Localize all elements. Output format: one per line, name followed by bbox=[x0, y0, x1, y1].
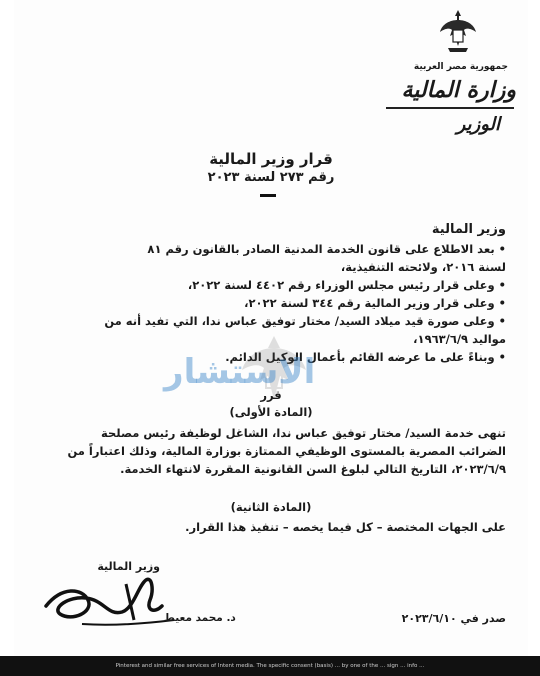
article1-line: تنهى خدمة السيد/ مختار توفيق عباس ندا، الشاغل لوظيفة رئيس مصلحة bbox=[101, 426, 506, 440]
government-name: جمهورية مصر العربية bbox=[413, 62, 508, 72]
decree-title: قرار وزير المالية bbox=[209, 150, 333, 168]
header-rule bbox=[386, 107, 514, 109]
minister-label: الوزير bbox=[456, 114, 500, 135]
article1-line: الضرائب المصرية بالمستوى الوظيفي الممتازة بوزارة المالية، وذلك اعتباراً من bbox=[67, 444, 506, 458]
preamble-line: • وبناءً على ما عرضه القائم بأعمال الوكيل الدائم. bbox=[225, 350, 506, 364]
title-divider bbox=[260, 194, 276, 197]
preamble-line: مواليد ١٩٦٣/٦/٩، bbox=[413, 332, 506, 346]
article1-title: (المادة الأولى) bbox=[229, 405, 313, 419]
decision-label: قرر bbox=[260, 388, 282, 402]
article2-title: (المادة الثانية) bbox=[230, 500, 312, 514]
watermark-text: الاستشار bbox=[164, 352, 316, 392]
decree-document bbox=[14, 0, 528, 676]
decree-number: رقم ٢٧٣ لسنة ٢٠٢٣ bbox=[207, 170, 335, 185]
preamble-line: • وعلى صورة قيد ميلاد السيد/ مختار توفيق عباس ندا، التي تفيد أنه من bbox=[104, 314, 506, 328]
preamble-line: لسنة ٢٠١٦، ولائحته التنفيذية، bbox=[340, 260, 506, 274]
preamble-line: • وعلى قرار وزير المالية رقم ٣٤٤ لسنة ٢٠٢٢، bbox=[244, 296, 506, 310]
handwritten-signature-icon bbox=[42, 566, 182, 632]
article2-line: على الجهات المختصة – كل فيما يخصه – تنفيذ هذا القرار. bbox=[185, 520, 506, 534]
preamble-line: • وعلى قرار رئيس مجلس الوزراء رقم ٤٤٠٢ لسنة ٢٠٢٢، bbox=[187, 278, 506, 292]
ministry-name: وزارة المالية bbox=[401, 78, 516, 103]
bottom-caption-bar: Pinterest and similar free services of Intent media. The specific consent (basis) ... by one of the ... sign ... info ... bbox=[0, 656, 540, 676]
signatory-title: وزير المالية bbox=[97, 560, 160, 573]
preamble-line: • بعد الاطلاع على قانون الخدمة المدنية الصادر بالقانون رقم ٨١ bbox=[147, 242, 506, 256]
preamble-heading: وزير المالية bbox=[431, 222, 506, 237]
signatory-name: د. محمد معيط bbox=[164, 612, 236, 624]
issue-date: صدر في ٢٠٢٣/٦/١٠ bbox=[401, 612, 506, 625]
article1-text bbox=[36, 424, 506, 478]
eagle-emblem-icon bbox=[438, 6, 478, 56]
article1-line: ٢٠٢٣/٦/٩، التاريخ التالي لبلوغ السن القانونية المقررة لانتهاء الخدمة. bbox=[120, 462, 506, 476]
article2-text bbox=[36, 518, 506, 536]
